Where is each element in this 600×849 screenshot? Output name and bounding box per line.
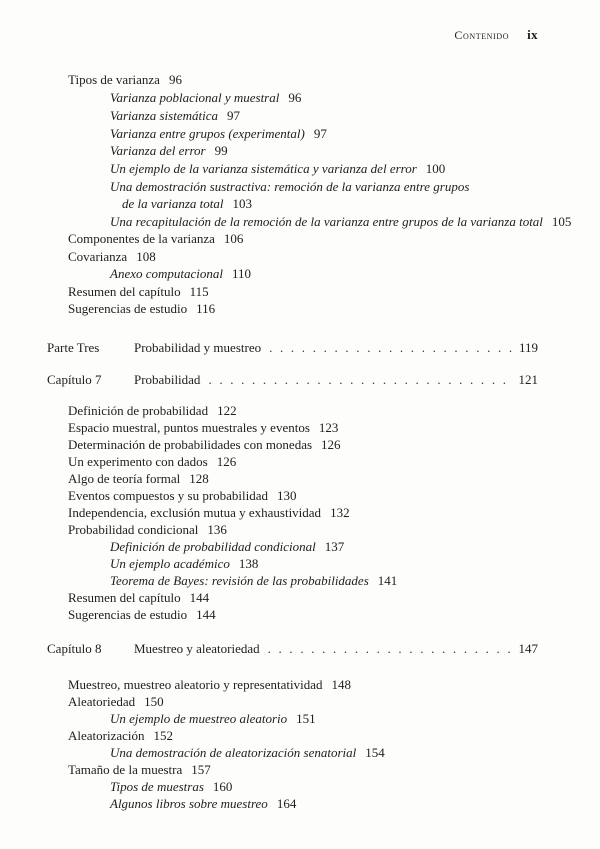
chapter-label: Capítulo 8 bbox=[47, 641, 102, 656]
toc-subentry[interactable]: Teorema de Bayes: revisión de las probabilidades 141 bbox=[110, 573, 398, 588]
toc-chapter-row[interactable] bbox=[47, 641, 538, 657]
toc-subentry[interactable]: Un ejemplo de la varianza sistemática y varianza del error 100 bbox=[110, 161, 446, 176]
toc-entry[interactable]: Muestreo, muestreo aleatorio y representatividad 148 bbox=[68, 677, 351, 692]
toc-chapter-row[interactable] bbox=[47, 372, 538, 388]
toc-entry[interactable]: Componentes de la varianza 106 bbox=[68, 231, 244, 246]
toc-entry[interactable]: Definición de probabilidad 122 bbox=[68, 403, 237, 418]
toc-subentry[interactable]: Algunos libros sobre muestreo 164 bbox=[110, 796, 297, 811]
part-page: 119 bbox=[518, 340, 538, 355]
toc-subentry[interactable]: Tipos de muestras 160 bbox=[110, 779, 233, 794]
toc-entry[interactable]: Eventos compuestos y su probabilidad 130 bbox=[68, 488, 297, 503]
toc-subentry[interactable]: Varianza del error 99 bbox=[110, 143, 228, 158]
toc-subentry[interactable]: Definición de probabilidad condicional 137 bbox=[110, 539, 345, 554]
part-title: Probabilidad y muestreo bbox=[134, 340, 262, 355]
dot-leader bbox=[268, 641, 512, 657]
toc-subentry[interactable]: Anexo computacional 110 bbox=[110, 266, 252, 281]
toc-entry[interactable]: Independencia, exclusión mutua y exhaustividad 132 bbox=[68, 505, 350, 520]
dot-leader bbox=[269, 340, 512, 356]
toc-entry[interactable]: Tamaño de la muestra 157 bbox=[68, 762, 211, 777]
toc-subentry[interactable]: Un ejemplo académico 138 bbox=[110, 556, 259, 571]
toc-entry[interactable]: Covarianza 108 bbox=[68, 249, 156, 264]
chapter-page: 147 bbox=[518, 641, 538, 656]
chapter-page: 121 bbox=[518, 372, 538, 387]
toc-entry[interactable]: Sugerencias de estudio 144 bbox=[68, 607, 216, 622]
toc-subentry[interactable]: Varianza entre grupos (experimental) 97 bbox=[110, 126, 327, 141]
toc-subentry-continuation[interactable]: de la varianza total 103 bbox=[122, 196, 252, 211]
chapter-title: Muestreo y aleatoriedad bbox=[134, 641, 260, 656]
toc-entry[interactable]: Algo de teoría formal 128 bbox=[68, 471, 209, 486]
toc-subentry[interactable]: Un ejemplo de muestreo aleatorio 151 bbox=[110, 711, 316, 726]
chapter-title: Probabilidad bbox=[134, 372, 201, 387]
toc-part-row[interactable] bbox=[47, 340, 538, 356]
toc-entry[interactable]: Tipos de varianza 96 bbox=[68, 72, 182, 87]
toc-subentry[interactable]: Varianza sistemática 97 bbox=[110, 108, 240, 123]
page-number: ix bbox=[527, 27, 538, 42]
toc-entry[interactable]: Un experimento con dados 126 bbox=[68, 454, 237, 469]
chapter-label: Capítulo 7 bbox=[47, 372, 102, 387]
toc-entry[interactable]: Sugerencias de estudio 116 bbox=[68, 301, 216, 316]
toc-entry[interactable]: Aleatoriedad 150 bbox=[68, 694, 164, 709]
toc-subentry[interactable]: Una demostración sustractiva: remoción de la varianza entre grupos bbox=[110, 179, 470, 194]
dot-leader bbox=[208, 372, 512, 388]
toc-entry[interactable]: Resumen del capítulo 115 bbox=[68, 284, 209, 299]
toc-subentry[interactable]: Varianza poblacional y muestral 96 bbox=[110, 90, 302, 105]
toc-subentry[interactable]: Una demostración de aleatorización senatorial 154 bbox=[110, 745, 385, 760]
toc-entry[interactable]: Resumen del capítulo 144 bbox=[68, 590, 210, 605]
running-head-title: Contenido bbox=[454, 28, 510, 42]
toc-entry[interactable]: Determinación de probabilidades con monedas 126 bbox=[68, 437, 341, 452]
running-head bbox=[454, 27, 538, 43]
toc-subentry[interactable]: Una recapitulación de la remoción de la varianza entre grupos de la varianza total 105 bbox=[110, 214, 572, 229]
toc-entry[interactable]: Espacio muestral, puntos muestrales y eventos 123 bbox=[68, 420, 339, 435]
toc-entry[interactable]: Probabilidad condicional 136 bbox=[68, 522, 227, 537]
part-label: Parte Tres bbox=[47, 340, 100, 355]
toc-entry[interactable]: Aleatorización 152 bbox=[68, 728, 174, 743]
